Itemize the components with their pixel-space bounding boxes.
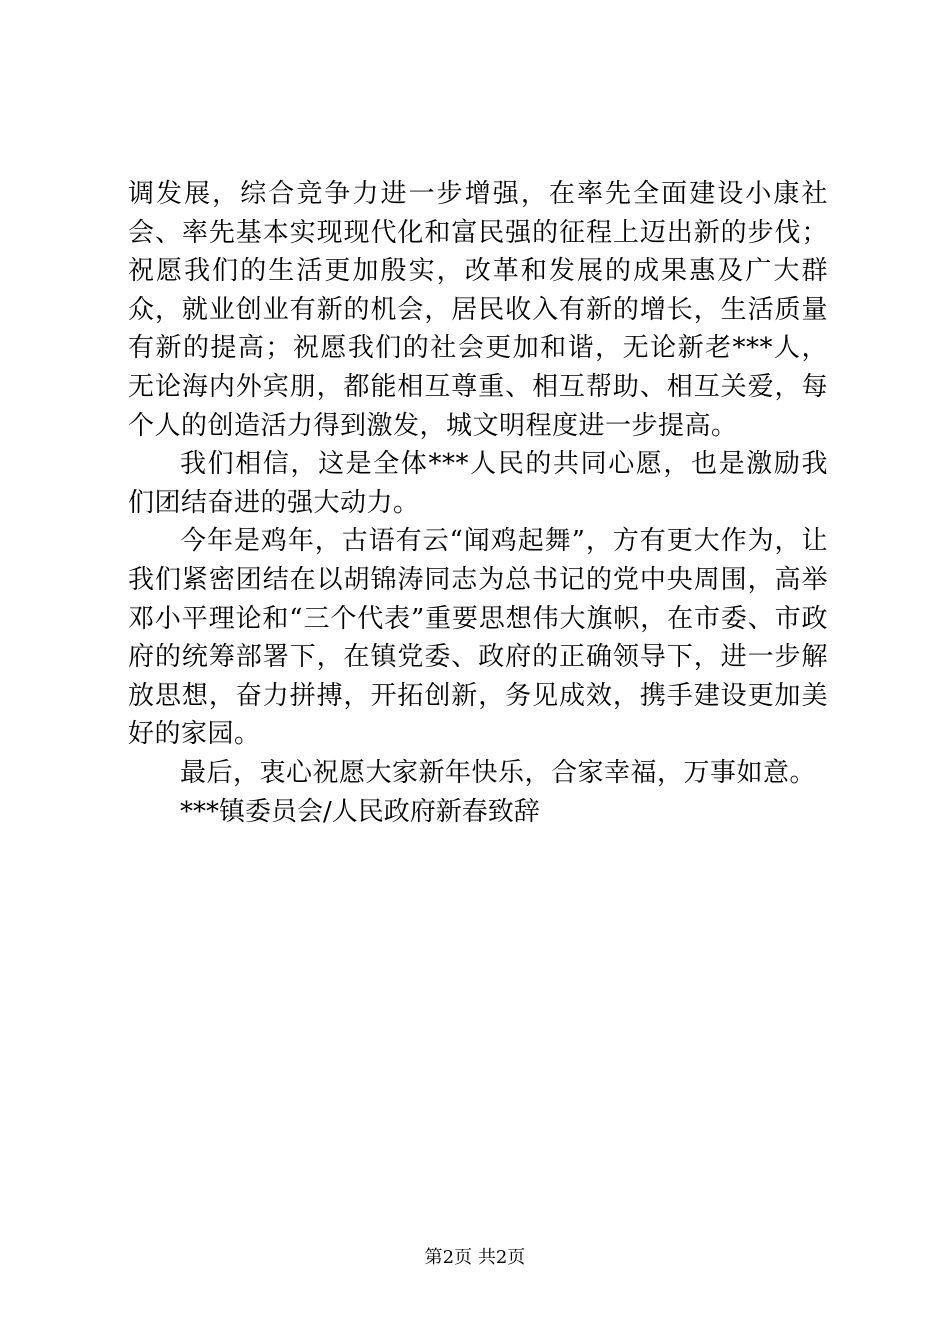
page-number-indicator: 第2页 共2页 [424, 1247, 526, 1268]
document-body [128, 175, 828, 831]
page-footer [0, 1246, 950, 1270]
paragraph-year-of-rooster: 今年是鸡年，古语有云“闻鸡起舞”，方有更大作为，让我们紧密团结在以胡锦涛同志为总书记的党中央周围，高举邓小平理论和“三个代表”重要思想伟大旗帜，在市委、市政府的统筹部署下，在镇党委、政府的正确领导下，进一步解放思想，奋力拼搏，开拓创新，务见成效，携手建设更加美好的家园。 [128, 526, 828, 750]
paragraph-closing-wishes: 最后，衷心祝愿大家新年快乐，合家幸福，万事如意。 [180, 757, 817, 788]
signature-line: ***镇委员会/人民政府新春致辞 [180, 796, 540, 827]
paragraph-continuation: 调发展，综合竞争力进一步增强，在率先全面建设小康社会、率先基本实现现代化和富民强的征程上迈出新的步伐；祝愿我们的生活更加殷实，改革和发展的成果惠及广大群众，就业创业有新的机会，居民收入有新的增长，生活质量有新的提高；祝愿我们的社会更加和谐，无论新老***人，无论海内外宾朋，都能相互尊重、相互帮助、相互关爱，每个人的创造活力得到激发，城文明程度进一步提高。 [128, 179, 828, 441]
paragraph-shared-wish: 我们相信，这是全体***人民的共同心愿，也是激励我们团结奋进的强大动力。 [128, 449, 828, 518]
